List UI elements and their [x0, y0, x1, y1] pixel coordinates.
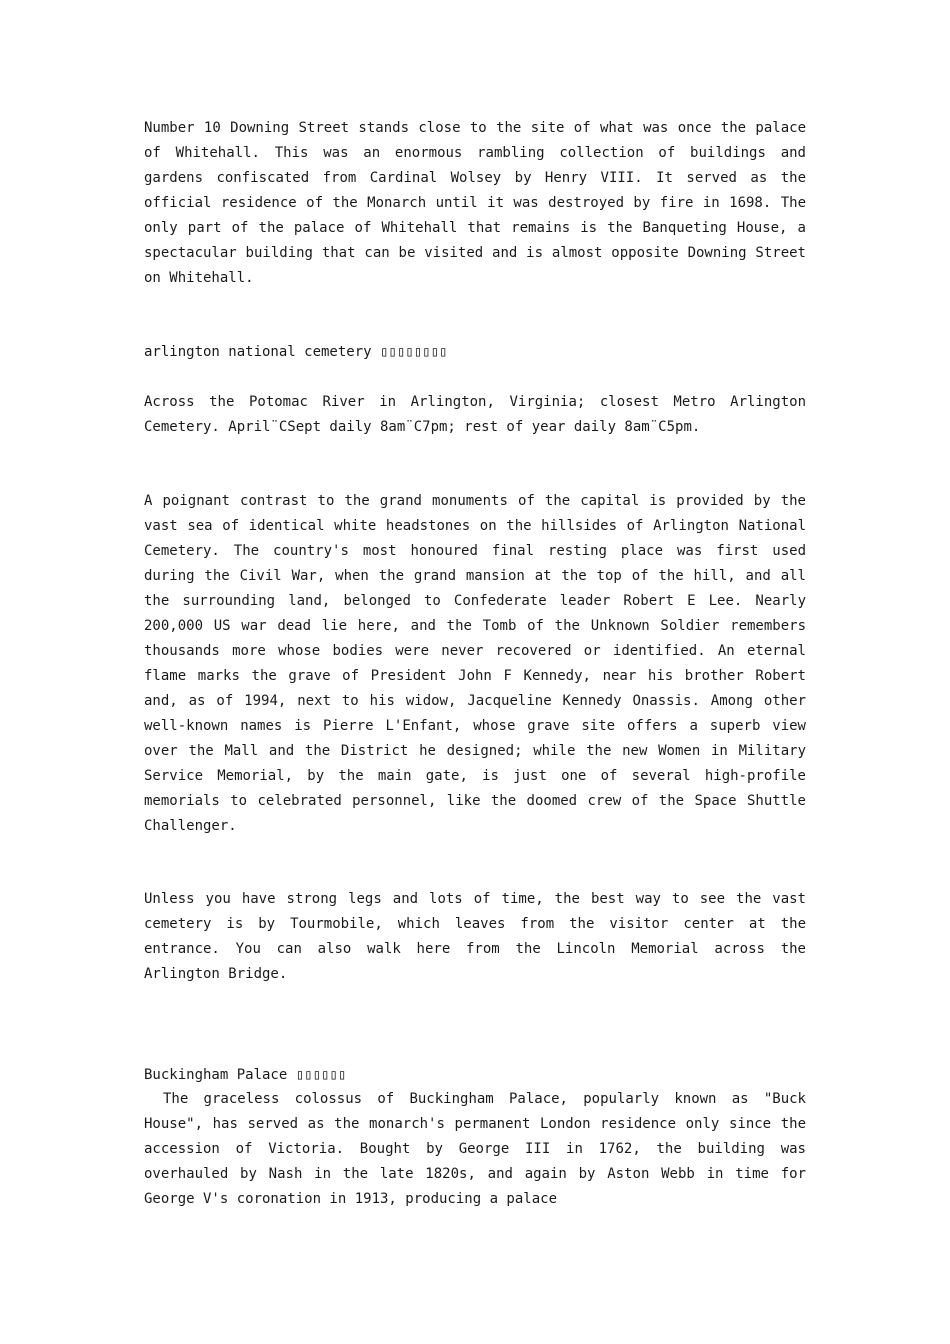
downing-street-paragraph: Number 10 Downing Street stands close to the site of what was once the palace of Whitehall. This was an enormous rambling collection of buildings and gardens confiscated from Cardinal Wolsey by Henry VIII. It served as the official residence of the Monarch until it was destroyed by fire in 1698. The only part of the palace of Whitehall that remains is the Banqueting House, a spectacular building that can be visited and is almost opposite Downing Street on Whitehall.: [144, 120, 806, 286]
arlington-paragraph: A poignant contrast to the grand monuments of the capital is provided by the vast sea of identical white headstones on the hillsides of Arlington National Cemetery. The country's most honoured final resting place was first used during the Civil War, when the grand mansion at the top of the hill, and all the surrounding land, belonged to Confederate leader Robert E Lee. Nearly 200,000 US war dead lie here, and the Tomb of the Unknown Soldier remembers thousands more whose bodies were never recovered or identified. An eternal flame marks the grave of President John F Kennedy, near his brother Robert and, as of 1994, next to his widow, Jacqueline Kennedy Onassis. Among other well-known names is Pierre L'Enfant, whose grave site offers a superb view over the Mall and the District he designed; while the new Women in Military Service Memorial, by the main gate, is just one of several high-profile memorials to celebrated personnel, like the doomed crew of the Space Shuttle Challenger.: [144, 493, 806, 834]
arlington-tip-paragraph: Unless you have strong legs and lots of time, the best way to see the vast cemetery is by Tourmobile, which leaves from the visitor center at the entrance. You can also walk here from the Lincoln Memorial across the Arlington Bridge.: [144, 891, 806, 982]
arlington-heading: arlington national cemetery ▯▯▯▯▯▯▯▯: [144, 344, 448, 360]
arlington-directions: Across the Potomac River in Arlington, Virginia; closest Metro Arlington Cemetery. April¨CSept daily 8am¨C7pm; rest of year daily 8am¨C5pm.: [144, 394, 806, 435]
buckingham-paragraph: The graceless colossus of Buckingham Palace, popularly known as "Buck House", has served as the monarch's permanent London residence only since the accession of Victoria. Bought by George III in 1762, the building was overhauled by Nash in the late 1820s, and again by Aston Webb in time for George V's coronation in 1913, producing a palace: [144, 1091, 806, 1207]
buckingham-heading: Buckingham Palace ▯▯▯▯▯▯: [144, 1067, 347, 1083]
